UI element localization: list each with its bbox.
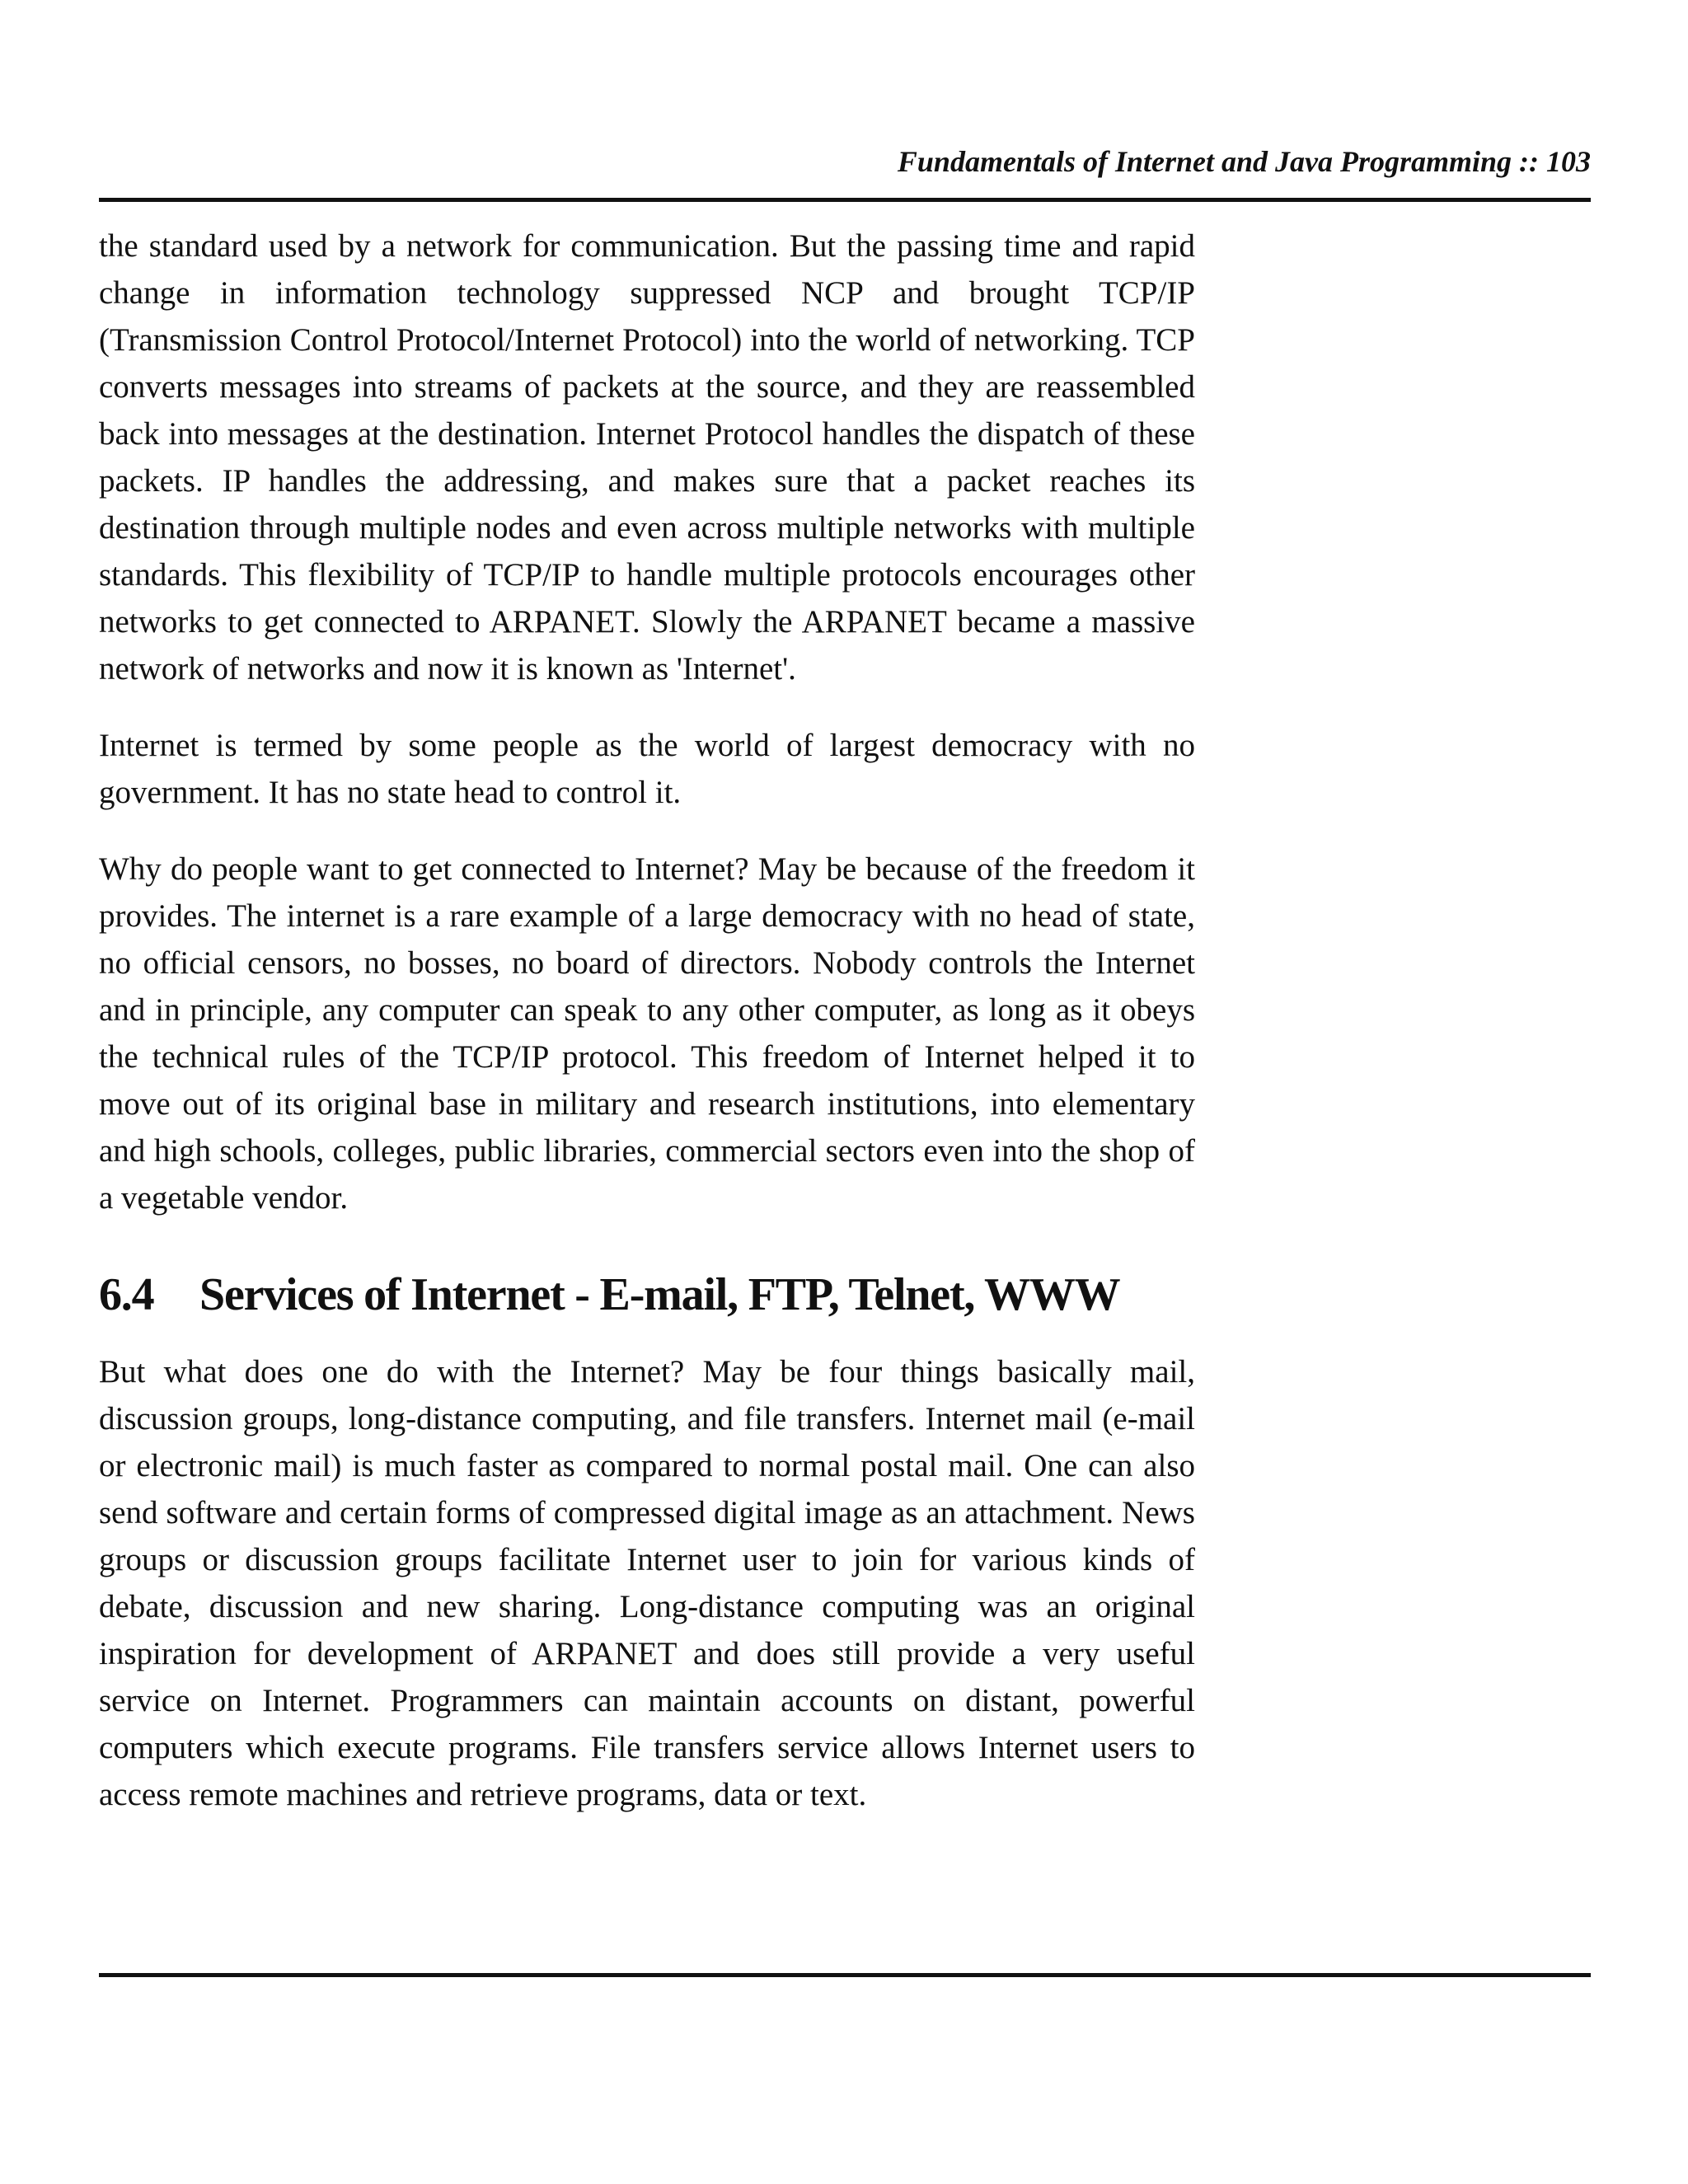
section-number: 6.4 [99, 1269, 154, 1320]
paragraph-democracy: Internet is termed by some people as the world of largest democracy with no government. It has no state head to control it. [99, 728, 1195, 810]
section-title: Services of Internet - E-mail, FTP, Telnet, WWW [199, 1269, 1120, 1320]
section-heading [99, 1266, 1195, 1324]
paragraph-services: But what does one do with the Internet? May be four things basically mail, discussion groups, long-distance computing, and file transfers. Internet mail (e-mail or electronic mail) is much faster as compared to normal postal mail. One can also send software and certain forms of compressed digital image as an attachment. News groups or discussion groups facilitate Internet user to join for various kinds of debate, discussion and new sharing. Long-distance computing was an original inspiration for development of ARPANET and does still provide a very useful service on Internet. Programmers can maintain accounts on distant, powerful computers which execute programs. File transfers service allows Internet users to access remote machines and retrieve programs, data or text. [99, 1354, 1195, 1812]
paragraph-freedom: Why do people want to get connected to Internet? May be because of the freedom it provides. The internet is a rare example of a large democracy with no head of state, no official censors, no bosses, no board of directors. Nobody controls the Internet and in principle, any computer can speak to any other computer, as long as it obeys the technical rules of the TCP/IP protocol. This freedom of Internet helped it to move out of its original base in military and research institutions, into elementary and high schools, colleges, public libraries, commercial sectors even into the shop of a vegetable vendor. [99, 851, 1195, 1216]
paragraph-tcp-ip: the standard used by a network for communication. But the passing time and rapid change in information technology suppressed NCP and brought TCP/IP (Transmission Control Protocol/Internet Protocol) into the world of networking. TCP converts messages into streams of packets at the source, and they are reassembled back into messages at the destination. Internet Protocol handles the dispatch of these packets. IP handles the addressing, and makes sure that a packet reaches its destination through multiple nodes and even across multiple networks with multiple standards. This flexibility of TCP/IP to handle multiple protocols encourages other networks to get connected to ARPANET. Slowly the ARPANET became a massive network of networks and now it is known as 'Internet'. [99, 228, 1195, 687]
footer-rule [99, 1973, 1591, 1977]
running-header: Fundamentals of Internet and Java Programming :: 103 [897, 145, 1591, 178]
page-body [99, 223, 1195, 1848]
header-rule [99, 198, 1591, 202]
